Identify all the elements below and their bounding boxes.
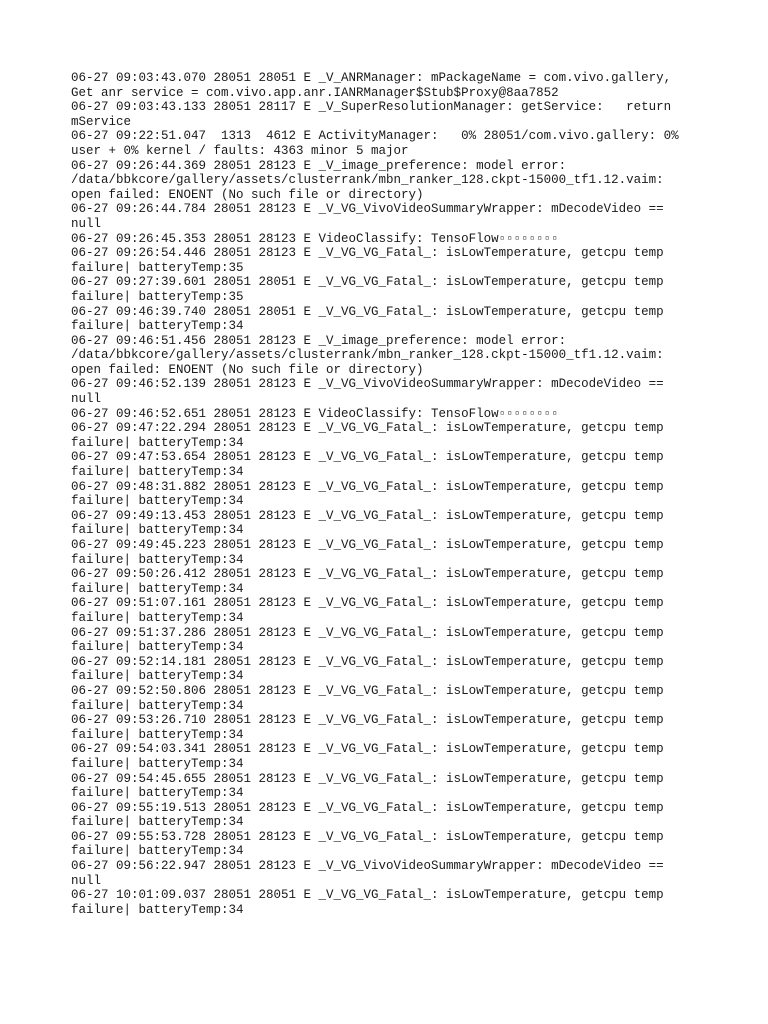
log-entry: 06-27 09:48:31.882 28051 28123 E _V_VG_VG_Fatal_: isLowTemperature, getcpu temp failure| batteryTemp:34 [71,479,664,509]
log-entry: 06-27 09:49:13.453 28051 28123 E _V_VG_VG_Fatal_: isLowTemperature, getcpu temp failure| batteryTemp:34 [71,508,664,538]
log-entry: 06-27 09:22:51.047 1313 4612 E ActivityManager: 0% 28051/com.vivo.gallery: 0% user + 0% kernel / faults: 4363 minor 5 major [71,129,679,158]
log-entry: 06-27 09:26:44.784 28051 28123 E _V_VG_VivoVideoSummaryWrapper: mDecodeVideo == null [71,202,664,231]
log-entry: 06-27 10:01:09.037 28051 28051 E _V_VG_VG_Fatal_: isLowTemperature, getcpu temp failure| batteryTemp:34 [71,888,664,917]
log-entry: 06-27 09:47:53.654 28051 28123 E _V_VG_VG_Fatal_: isLowTemperature, getcpu temp failure| batteryTemp:34 [71,450,664,480]
log-entry: 06-27 09:54:03.341 28051 28123 E _V_VG_VG_Fatal_: isLowTemperature, getcpu temp failure| batteryTemp:34 [71,742,664,771]
log-entry: 06-27 09:47:22.294 28051 28123 E _V_VG_VG_Fatal_: isLowTemperature, getcpu temp failure| batteryTemp:34 [71,421,664,450]
log-entry: 06-27 09:51:37.286 28051 28123 E _V_VG_VG_Fatal_: isLowTemperature, getcpu temp failure| batteryTemp:34 [71,625,664,655]
log-entry: 06-27 09:26:45.353 28051 28123 E VideoClassify: TensoFlow▫▫▫▫▫▫▫▫ [71,231,559,246]
log-entry: 06-27 09:55:53.728 28051 28123 E _V_VG_VG_Fatal_: isLowTemperature, getcpu temp failure| batteryTemp:34 [71,829,664,859]
log-entry: 06-27 09:54:45.655 28051 28123 E _V_VG_VG_Fatal_: isLowTemperature, getcpu temp failure| batteryTemp:34 [71,771,664,801]
log-entry: 06-27 09:46:52.651 28051 28123 E VideoClassify: TensoFlow▫▫▫▫▫▫▫▫ [71,406,559,421]
log-entry: 06-27 09:52:50.806 28051 28123 E _V_VG_VG_Fatal_: isLowTemperature, getcpu temp failure| batteryTemp:34 [71,683,664,713]
log-entry: 06-27 09:26:54.446 28051 28123 E _V_VG_VG_Fatal_: isLowTemperature, getcpu temp failure| batteryTemp:35 [71,246,664,275]
log-document [71,71,711,917]
log-entry: 06-27 09:53:26.710 28051 28123 E _V_VG_VG_Fatal_: isLowTemperature, getcpu temp failure| batteryTemp:34 [71,713,664,742]
log-entry: 06-27 09:46:51.456 28051 28123 E _V_image_preference: model error: /data/bbkcore/gallery/assets/clusterrank/mbn_ranker_128.ckpt-15000_tf1.12.vaim: open failed: ENOENT (No such file or directory) [71,333,664,377]
log-entry: 06-27 09:03:43.070 28051 28051 E _V_ANRManager: mPackageName = com.vivo.gallery, Get anr service = com.vivo.app.anr.IANRManager$Stub$Proxy@8aa7852 [71,71,672,100]
log-entry: 06-27 09:52:14.181 28051 28123 E _V_VG_VG_Fatal_: isLowTemperature, getcpu temp failure| batteryTemp:34 [71,654,664,684]
log-entry: 06-27 09:27:39.601 28051 28051 E _V_VG_VG_Fatal_: isLowTemperature, getcpu temp failure| batteryTemp:35 [71,275,664,304]
log-entry: 06-27 09:03:43.133 28051 28117 E _V_SuperResolutionManager: getService: return mService [71,100,672,129]
log-entry: 06-27 09:26:44.369 28051 28123 E _V_image_preference: model error: /data/bbkcore/gallery/assets/clusterrank/mbn_ranker_128.ckpt-15000_tf1.12.vaim: open failed: ENOENT (No such file or directory) [71,158,664,202]
log-entry: 06-27 09:50:26.412 28051 28123 E _V_VG_VG_Fatal_: isLowTemperature, getcpu temp failure| batteryTemp:34 [71,567,664,596]
log-entry: 06-27 09:46:39.740 28051 28051 E _V_VG_VG_Fatal_: isLowTemperature, getcpu temp failure| batteryTemp:34 [71,304,664,334]
log-entry: 06-27 09:51:07.161 28051 28123 E _V_VG_VG_Fatal_: isLowTemperature, getcpu temp failure| batteryTemp:34 [71,596,664,625]
log-entry: 06-27 09:56:22.947 28051 28123 E _V_VG_VivoVideoSummaryWrapper: mDecodeVideo == null [71,859,664,888]
log-entry: 06-27 09:49:45.223 28051 28123 E _V_VG_VG_Fatal_: isLowTemperature, getcpu temp failure| batteryTemp:34 [71,538,664,567]
log-entry: 06-27 09:55:19.513 28051 28123 E _V_VG_VG_Fatal_: isLowTemperature, getcpu temp failure| batteryTemp:34 [71,800,664,830]
log-entry: 06-27 09:46:52.139 28051 28123 E _V_VG_VivoVideoSummaryWrapper: mDecodeVideo == null [71,377,664,407]
